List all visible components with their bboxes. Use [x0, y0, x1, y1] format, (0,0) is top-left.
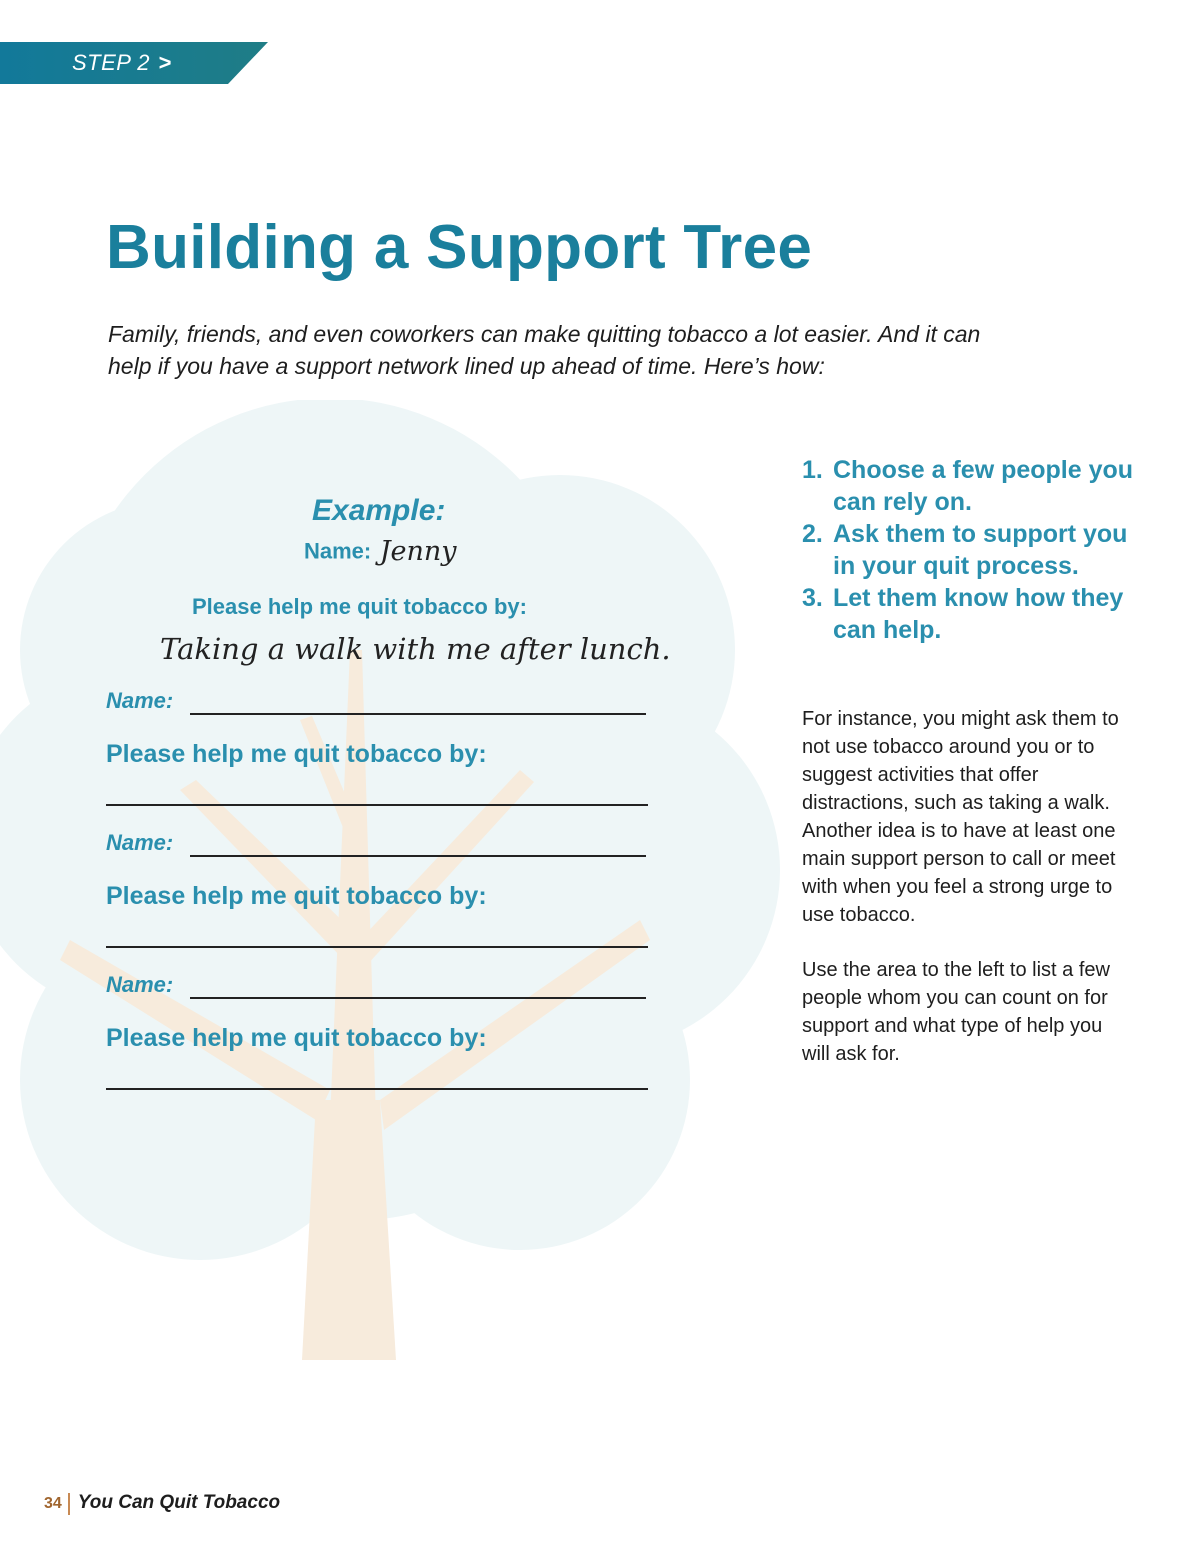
entry-2-name-field[interactable] [190, 855, 646, 857]
step-number: 3. [802, 584, 823, 612]
step-label [72, 48, 172, 78]
example-help-value: Taking a walk with me after lunch. [160, 632, 671, 666]
page-title: Building a Support Tree [106, 213, 813, 282]
step-number: 1. [802, 456, 823, 484]
step-item [802, 582, 1142, 646]
step-label-text: STEP 2 [72, 50, 150, 75]
intro-paragraph: Family, friends, and even coworkers can make quitting tobacco a lot easier. And it can help if you have a support network lined up ahead of time. Here’s how: [108, 321, 981, 379]
footer-divider [68, 1493, 70, 1515]
example-heading: Example: [312, 494, 446, 527]
entry-2-name-label: Name: [106, 830, 174, 855]
entry-1-name-label: Name: [106, 688, 174, 713]
entry-1-name-field[interactable] [190, 713, 646, 715]
example-name-value: Jenny [379, 536, 457, 567]
entry-3-name-label: Name: [106, 972, 174, 997]
step-number: 2. [802, 520, 823, 548]
step-text: Let them know how they can help. [833, 584, 1124, 644]
steps-list [802, 454, 1142, 646]
entry-2-help-label: Please help me quit tobacco by: [106, 882, 487, 910]
body-paragraph-1: For instance, you might ask them to not use tobacco around you or to suggest activities that offer distractions, such as taking a walk. Another idea is to have at least one main support person to call or meet with when you feel a strong urge to use tobacco. [802, 708, 1119, 926]
step-item [802, 454, 1142, 518]
step-item [802, 518, 1142, 582]
entry-3-help-label: Please help me quit tobacco by: [106, 1024, 487, 1052]
chevron-right-icon: > [158, 50, 172, 75]
entry-1-help-label: Please help me quit tobacco by: [106, 740, 487, 768]
body-paragraph-2: Use the area to the left to list a few people whom you can count on for support and what type of help you will ask for. [802, 959, 1110, 1065]
step-text: Choose a few people you can rely on. [833, 456, 1134, 516]
entry-2-help-field[interactable] [106, 946, 648, 948]
page-number: 34 [44, 1495, 62, 1512]
entry-3-name-field[interactable] [190, 997, 646, 999]
entry-1-help-field[interactable] [106, 804, 648, 806]
example-help-label: Please help me quit tobacco by: [192, 594, 527, 619]
example-name-row [304, 536, 457, 576]
example-name-label: Name: [304, 538, 372, 564]
entry-3-help-field[interactable] [106, 1088, 648, 1090]
step-text: Ask them to support you in your quit process. [833, 520, 1128, 580]
page-footer [44, 1490, 280, 1516]
publication-title: You Can Quit Tobacco [77, 1492, 281, 1513]
